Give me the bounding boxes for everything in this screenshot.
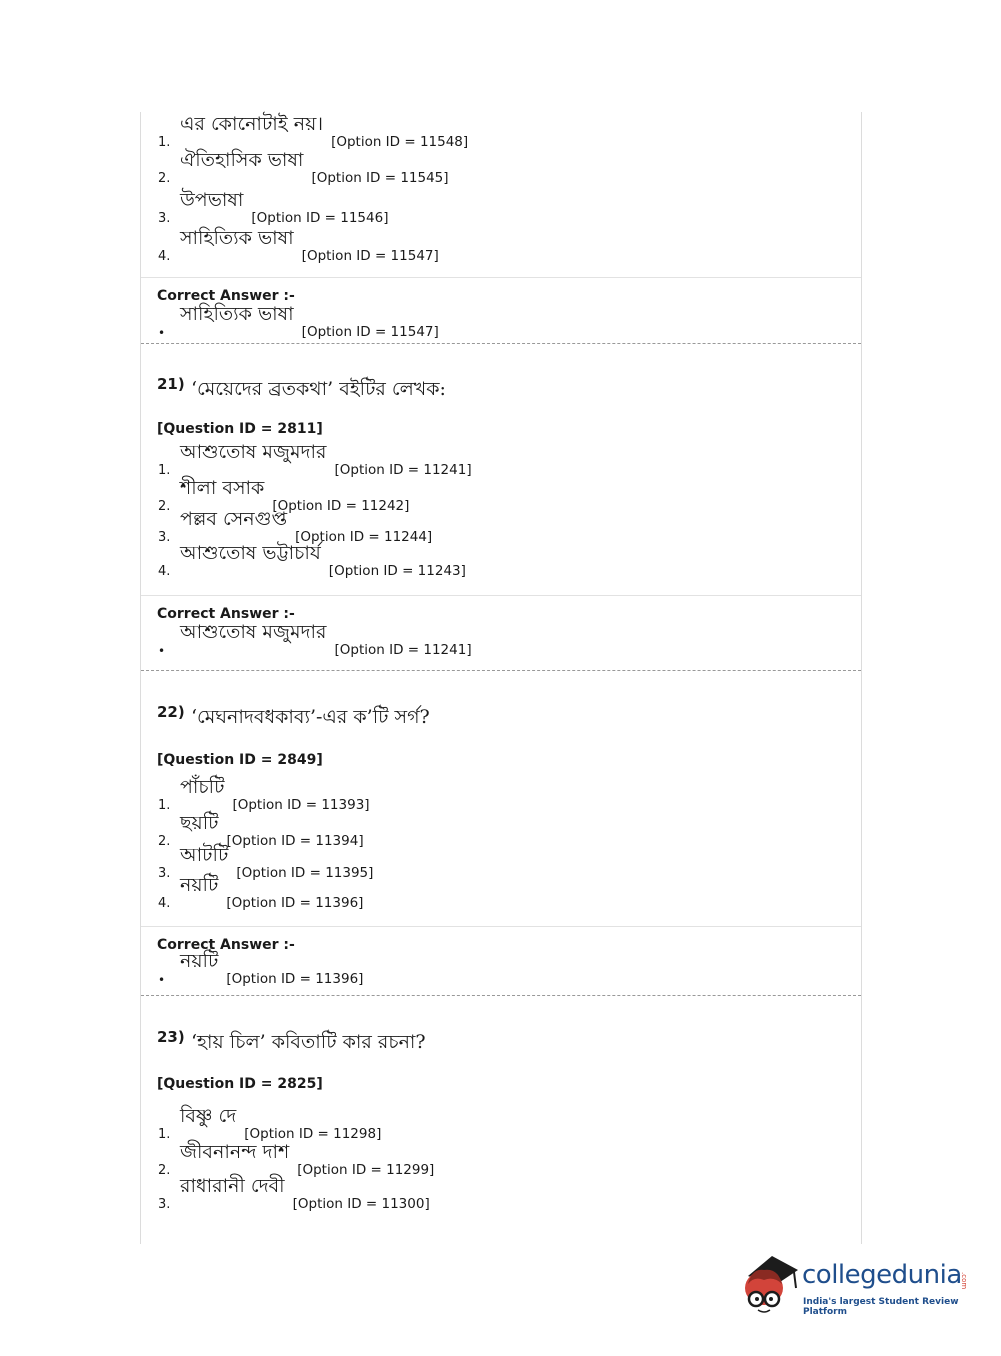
- option-id: [Option ID = 11394]: [226, 833, 364, 849]
- bullet: •: [158, 973, 166, 987]
- q23-options: [141, 1098, 861, 1214]
- question-id: [Question ID = 2811]: [157, 421, 323, 437]
- question-number: 21): [157, 375, 185, 393]
- question-text: ‘হায় চিল’ কবিতাটি কার রচনা?: [191, 1031, 426, 1053]
- q22-option-1: [141, 776, 861, 815]
- option-number: 1.: [158, 1127, 171, 1142]
- question-number: 22): [157, 703, 185, 721]
- option-text: আশুতোষ ভট্টাচার্য: [180, 542, 321, 564]
- collegedunia-logo[interactable]: [742, 1250, 972, 1316]
- option-text: আশুতোষ মজুমদার: [180, 441, 327, 463]
- q22-options: [141, 775, 861, 913]
- option-number: 2.: [158, 1163, 171, 1178]
- mascot-icon: [742, 1250, 802, 1316]
- q20-correct-answer: [141, 277, 861, 343]
- question-number: 23): [157, 1028, 185, 1046]
- answer-text: আশুতোষ মজুমদার: [180, 621, 327, 643]
- question-21: [141, 343, 861, 436]
- option-text: জীবনানন্দ দাশ: [180, 1141, 290, 1163]
- q22-correct-answer: [141, 926, 861, 995]
- q22-option-4: [141, 874, 861, 913]
- option-id: [Option ID = 11299]: [297, 1162, 435, 1178]
- answer-option-id: [Option ID = 11241]: [334, 642, 472, 658]
- q21-correct-answer: [141, 595, 861, 670]
- correct-answer-row: [141, 303, 861, 342]
- correct-answer-label: Correct Answer :-: [157, 288, 295, 304]
- question-text: ‘মেয়েদের ব্রতকথা’ বইটির লেখক:: [191, 378, 446, 400]
- question-paper-page: [140, 112, 862, 1244]
- option-id: [Option ID = 11547]: [301, 248, 439, 264]
- option-text: পল্লব সেনগুপ্ত: [180, 508, 288, 530]
- option-text: এর কোনোটাই নয়।: [180, 113, 324, 135]
- answer-text: সাহিত্যিক ভাষা: [180, 303, 294, 325]
- answer-option-id: [Option ID = 11547]: [301, 324, 439, 340]
- logo-tagline: India's largest Student Review Platform: [803, 1297, 959, 1317]
- option-text: ঐতিহাসিক ভাষা: [180, 149, 304, 171]
- option-text: আটটি: [180, 844, 229, 866]
- question-id: [Question ID = 2849]: [157, 752, 323, 768]
- option-id: [Option ID = 11396]: [226, 895, 364, 911]
- option-text: বিষ্ণু দে: [180, 1105, 237, 1127]
- option-text: শীলা বসাক: [180, 477, 265, 499]
- correct-answer-row: [141, 621, 861, 660]
- question-22: [141, 670, 861, 775]
- option-text: নয়টি: [180, 874, 219, 896]
- question-23: [141, 995, 861, 1098]
- option-text: রাধারানী দেবী: [180, 1175, 285, 1197]
- bullet: •: [158, 326, 166, 340]
- q22-option-3: [141, 844, 861, 883]
- option-number: 3.: [158, 1197, 171, 1212]
- option-number: 2.: [158, 171, 171, 186]
- option-id: [Option ID = 11395]: [236, 865, 374, 881]
- option-text: পাঁচটি: [180, 776, 225, 798]
- option-id: [Option ID = 11244]: [295, 529, 433, 545]
- option-text: সাহিত্যিক ভাষা: [180, 227, 294, 249]
- option-id: [Option ID = 11241]: [334, 462, 472, 478]
- option-id: [Option ID = 11243]: [328, 563, 466, 579]
- option-id: [Option ID = 11548]: [331, 134, 469, 150]
- option-number: 1.: [158, 135, 171, 150]
- bullet: •: [158, 644, 166, 658]
- option-id: [Option ID = 11298]: [244, 1126, 382, 1142]
- option-number: 4.: [158, 896, 171, 911]
- q20-option-3: [141, 188, 861, 228]
- correct-answer-label: Correct Answer :-: [157, 937, 295, 953]
- q20-option-2: [141, 149, 861, 188]
- option-number: 3.: [158, 211, 171, 226]
- option-number: 1.: [158, 798, 171, 813]
- question-title: [141, 671, 861, 735]
- question-id: [Question ID = 2825]: [157, 1076, 323, 1092]
- option-id: [Option ID = 11546]: [251, 210, 389, 226]
- q20-options: [141, 112, 861, 266]
- option-number: 4.: [158, 564, 171, 579]
- q21-option-4: [141, 542, 861, 581]
- option-text: উপভাষা: [180, 189, 244, 211]
- option-id: [Option ID = 11393]: [232, 797, 370, 813]
- option-number: 4.: [158, 249, 171, 264]
- answer-option-id: [Option ID = 11396]: [226, 971, 364, 987]
- option-id: [Option ID = 11545]: [311, 170, 449, 186]
- logo-com-text: .com: [960, 1272, 968, 1290]
- option-number: 2.: [158, 499, 171, 514]
- q23-option-3: [141, 1175, 861, 1214]
- q20-option-4: [141, 228, 861, 266]
- option-number: 3.: [158, 866, 171, 881]
- question-title: [141, 996, 861, 1060]
- answer-text: নয়টি: [180, 950, 219, 972]
- question-title: [141, 344, 861, 407]
- option-id: [Option ID = 11242]: [272, 498, 410, 514]
- correct-answer-row: [141, 950, 861, 989]
- logo-brand-text: collegedunia: [802, 1260, 962, 1290]
- option-number: 2.: [158, 834, 171, 849]
- option-id: [Option ID = 11300]: [292, 1196, 430, 1212]
- question-text: ‘মেঘনাদবধকাব্য’-এর ক’টি সর্গ?: [191, 706, 430, 728]
- correct-answer-label: Correct Answer :-: [157, 606, 295, 622]
- option-text: ছয়টি: [180, 812, 219, 834]
- option-number: 1.: [158, 463, 171, 478]
- option-number: 3.: [158, 530, 171, 545]
- q22-option-2: [141, 812, 861, 851]
- q21-options: [141, 436, 861, 581]
